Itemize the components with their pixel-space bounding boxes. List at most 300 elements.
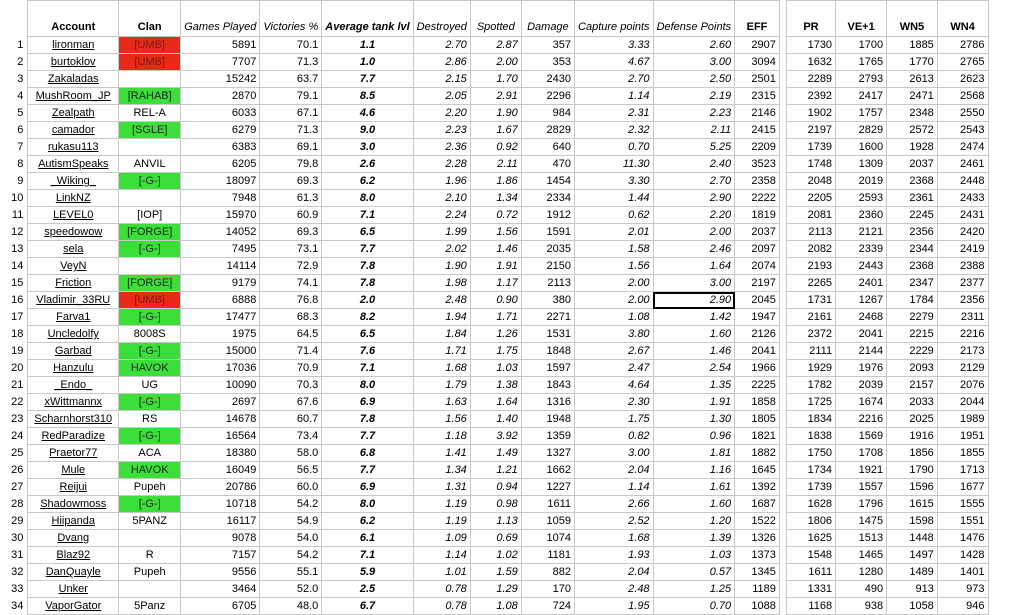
ve1-cell[interactable]: 2468 bbox=[836, 309, 887, 326]
destroyed-cell[interactable]: 1.41 bbox=[413, 445, 470, 462]
wn5-cell[interactable]: 2279 bbox=[887, 309, 938, 326]
pr-cell[interactable]: 2289 bbox=[786, 71, 835, 88]
capture-cell[interactable]: 3.33 bbox=[575, 37, 654, 54]
clan-cell[interactable]: [FORGE] bbox=[119, 224, 181, 241]
pr-cell[interactable]: 2197 bbox=[786, 122, 835, 139]
damage-cell[interactable]: 1662 bbox=[521, 462, 574, 479]
destroyed-cell[interactable]: 2.24 bbox=[413, 207, 470, 224]
wn4-cell[interactable]: 2550 bbox=[937, 105, 988, 122]
pr-cell[interactable]: 2048 bbox=[786, 173, 835, 190]
account-cell[interactable]: Praetor77 bbox=[28, 445, 119, 462]
average-tank-cell[interactable]: 7.1 bbox=[322, 360, 413, 377]
capture-cell[interactable]: 2.04 bbox=[575, 462, 654, 479]
destroyed-cell[interactable]: 0.78 bbox=[413, 598, 470, 615]
games-played-cell[interactable]: 15970 bbox=[181, 207, 260, 224]
destroyed-cell[interactable]: 1.18 bbox=[413, 428, 470, 445]
wn5-cell[interactable]: 1615 bbox=[887, 496, 938, 513]
eff-cell[interactable]: 3094 bbox=[735, 54, 780, 71]
wn4-cell[interactable]: 1401 bbox=[937, 564, 988, 581]
account-cell[interactable]: Mule bbox=[28, 462, 119, 479]
defense-cell[interactable]: 2.50 bbox=[653, 71, 735, 88]
defense-cell[interactable]: 2.19 bbox=[653, 88, 735, 105]
clan-cell[interactable]: [UMB] bbox=[119, 292, 181, 309]
wn4-cell[interactable]: 2076 bbox=[937, 377, 988, 394]
damage-cell[interactable]: 2430 bbox=[521, 71, 574, 88]
clan-cell[interactable]: [-G-] bbox=[119, 428, 181, 445]
table-row[interactable] bbox=[0, 122, 1024, 139]
games-played-cell[interactable]: 18097 bbox=[181, 173, 260, 190]
spotted-cell[interactable]: 1.40 bbox=[470, 411, 521, 428]
eff-cell[interactable]: 2074 bbox=[735, 258, 780, 275]
defense-cell[interactable]: 1.42 bbox=[653, 309, 735, 326]
wn4-cell[interactable]: 2420 bbox=[937, 224, 988, 241]
table-row[interactable] bbox=[0, 360, 1024, 377]
eff-cell[interactable]: 2415 bbox=[735, 122, 780, 139]
destroyed-cell[interactable]: 2.02 bbox=[413, 241, 470, 258]
clan-cell[interactable]: R bbox=[119, 547, 181, 564]
games-played-cell[interactable]: 14678 bbox=[181, 411, 260, 428]
ve1-cell[interactable]: 2829 bbox=[836, 122, 887, 139]
destroyed-cell[interactable]: 1.90 bbox=[413, 258, 470, 275]
account-cell[interactable]: speedowow bbox=[28, 224, 119, 241]
wn5-cell[interactable]: 1885 bbox=[887, 37, 938, 54]
capture-cell[interactable]: 0.62 bbox=[575, 207, 654, 224]
table-row[interactable] bbox=[0, 445, 1024, 462]
spotted-cell[interactable]: 0.69 bbox=[470, 530, 521, 547]
ve1-cell[interactable]: 1976 bbox=[836, 360, 887, 377]
pr-cell[interactable]: 2265 bbox=[786, 275, 835, 292]
pr-cell[interactable]: 1782 bbox=[786, 377, 835, 394]
games-played-cell[interactable]: 16117 bbox=[181, 513, 260, 530]
wn5-cell[interactable]: 2157 bbox=[887, 377, 938, 394]
spotted-cell[interactable]: 1.49 bbox=[470, 445, 521, 462]
capture-cell[interactable]: 2.32 bbox=[575, 122, 654, 139]
account-cell[interactable]: Blaz92 bbox=[28, 547, 119, 564]
capture-cell[interactable]: 3.00 bbox=[575, 445, 654, 462]
ve1-cell[interactable]: 1513 bbox=[836, 530, 887, 547]
table-row[interactable] bbox=[0, 173, 1024, 190]
damage-cell[interactable]: 2271 bbox=[521, 309, 574, 326]
account-cell[interactable]: MushRoom_JP bbox=[28, 88, 119, 105]
wn5-cell[interactable]: 2215 bbox=[887, 326, 938, 343]
table-row[interactable] bbox=[0, 190, 1024, 207]
account-cell[interactable]: Uncledolfy bbox=[28, 326, 119, 343]
wn5-cell[interactable]: 1497 bbox=[887, 547, 938, 564]
average-tank-cell[interactable]: 6.9 bbox=[322, 394, 413, 411]
destroyed-cell[interactable]: 2.23 bbox=[413, 122, 470, 139]
victories-cell[interactable]: 60.0 bbox=[260, 479, 322, 496]
wn5-cell[interactable]: 1448 bbox=[887, 530, 938, 547]
victories-cell[interactable]: 54.0 bbox=[260, 530, 322, 547]
victories-cell[interactable]: 69.1 bbox=[260, 139, 322, 156]
table-row[interactable] bbox=[0, 241, 1024, 258]
table-row[interactable] bbox=[0, 377, 1024, 394]
capture-cell[interactable]: 1.58 bbox=[575, 241, 654, 258]
spotted-cell[interactable]: 1.91 bbox=[470, 258, 521, 275]
games-played-cell[interactable]: 7948 bbox=[181, 190, 260, 207]
spotted-cell[interactable]: 1.38 bbox=[470, 377, 521, 394]
destroyed-cell[interactable]: 2.86 bbox=[413, 54, 470, 71]
pr-cell[interactable]: 1632 bbox=[786, 54, 835, 71]
wn5-cell[interactable]: 2348 bbox=[887, 105, 938, 122]
damage-cell[interactable]: 1912 bbox=[521, 207, 574, 224]
games-played-cell[interactable]: 10090 bbox=[181, 377, 260, 394]
destroyed-cell[interactable]: 2.15 bbox=[413, 71, 470, 88]
ve1-cell[interactable]: 1309 bbox=[836, 156, 887, 173]
header-account[interactable]: Account bbox=[28, 1, 119, 37]
average-tank-cell[interactable]: 7.8 bbox=[322, 275, 413, 292]
average-tank-cell[interactable]: 8.2 bbox=[322, 309, 413, 326]
games-played-cell[interactable]: 6205 bbox=[181, 156, 260, 173]
defense-cell[interactable]: 2.00 bbox=[653, 224, 735, 241]
clan-cell[interactable]: [IOP] bbox=[119, 207, 181, 224]
wn5-cell[interactable]: 1598 bbox=[887, 513, 938, 530]
spotted-cell[interactable]: 1.29 bbox=[470, 581, 521, 598]
clan-cell[interactable]: Pupeh bbox=[119, 564, 181, 581]
eff-cell[interactable]: 1858 bbox=[735, 394, 780, 411]
account-cell[interactable]: _Endo_ bbox=[28, 377, 119, 394]
wn4-cell[interactable]: 1476 bbox=[937, 530, 988, 547]
spotted-cell[interactable]: 1.67 bbox=[470, 122, 521, 139]
capture-cell[interactable]: 1.44 bbox=[575, 190, 654, 207]
header-average-tank-level[interactable]: Average tank lvl bbox=[322, 1, 413, 37]
table-row[interactable] bbox=[0, 496, 1024, 513]
damage-cell[interactable]: 1597 bbox=[521, 360, 574, 377]
spotted-cell[interactable]: 3.92 bbox=[470, 428, 521, 445]
wn5-cell[interactable]: 2471 bbox=[887, 88, 938, 105]
victories-cell[interactable]: 73.1 bbox=[260, 241, 322, 258]
destroyed-cell[interactable]: 1.34 bbox=[413, 462, 470, 479]
average-tank-cell[interactable]: 8.5 bbox=[322, 88, 413, 105]
average-tank-cell[interactable]: 2.6 bbox=[322, 156, 413, 173]
damage-cell[interactable]: 1074 bbox=[521, 530, 574, 547]
defense-cell[interactable]: 1.60 bbox=[653, 496, 735, 513]
damage-cell[interactable]: 380 bbox=[521, 292, 574, 309]
victories-cell[interactable]: 70.3 bbox=[260, 377, 322, 394]
pr-cell[interactable]: 1331 bbox=[786, 581, 835, 598]
pr-cell[interactable]: 1902 bbox=[786, 105, 835, 122]
eff-cell[interactable]: 1345 bbox=[735, 564, 780, 581]
destroyed-cell[interactable]: 1.71 bbox=[413, 343, 470, 360]
header-defense-points[interactable]: Defense Points bbox=[653, 1, 735, 37]
header-victories[interactable]: Victories % bbox=[260, 1, 322, 37]
capture-cell[interactable]: 2.04 bbox=[575, 564, 654, 581]
clan-cell[interactable]: [-G-] bbox=[119, 309, 181, 326]
wn5-cell[interactable]: 2344 bbox=[887, 241, 938, 258]
destroyed-cell[interactable]: 1.19 bbox=[413, 496, 470, 513]
spotted-cell[interactable]: 0.72 bbox=[470, 207, 521, 224]
victories-cell[interactable]: 71.3 bbox=[260, 122, 322, 139]
damage-cell[interactable]: 2829 bbox=[521, 122, 574, 139]
eff-cell[interactable]: 2315 bbox=[735, 88, 780, 105]
account-cell[interactable]: AutismSpeaks bbox=[28, 156, 119, 173]
table-row[interactable] bbox=[0, 54, 1024, 71]
account-cell[interactable]: Farva1 bbox=[28, 309, 119, 326]
account-cell[interactable]: Hiipanda bbox=[28, 513, 119, 530]
ve1-cell[interactable]: 2339 bbox=[836, 241, 887, 258]
wn4-cell[interactable]: 2044 bbox=[937, 394, 988, 411]
table-row[interactable] bbox=[0, 292, 1024, 309]
pr-cell[interactable]: 1730 bbox=[786, 37, 835, 54]
ve1-cell[interactable]: 2417 bbox=[836, 88, 887, 105]
victories-cell[interactable]: 58.0 bbox=[260, 445, 322, 462]
eff-cell[interactable]: 3523 bbox=[735, 156, 780, 173]
damage-cell[interactable]: 1316 bbox=[521, 394, 574, 411]
wn5-cell[interactable]: 2033 bbox=[887, 394, 938, 411]
eff-cell[interactable]: 2209 bbox=[735, 139, 780, 156]
average-tank-cell[interactable]: 6.8 bbox=[322, 445, 413, 462]
destroyed-cell[interactable]: 1.68 bbox=[413, 360, 470, 377]
table-row[interactable] bbox=[0, 564, 1024, 581]
victories-cell[interactable]: 68.3 bbox=[260, 309, 322, 326]
defense-cell[interactable]: 0.96 bbox=[653, 428, 735, 445]
pr-cell[interactable]: 1731 bbox=[786, 292, 835, 309]
capture-cell[interactable]: 0.70 bbox=[575, 139, 654, 156]
damage-cell[interactable]: 882 bbox=[521, 564, 574, 581]
account-cell[interactable]: Zealpath bbox=[28, 105, 119, 122]
victories-cell[interactable]: 63.7 bbox=[260, 71, 322, 88]
capture-cell[interactable]: 2.30 bbox=[575, 394, 654, 411]
eff-cell[interactable]: 2501 bbox=[735, 71, 780, 88]
capture-cell[interactable]: 1.68 bbox=[575, 530, 654, 547]
average-tank-cell[interactable]: 7.8 bbox=[322, 411, 413, 428]
account-cell[interactable]: burtoklov bbox=[28, 54, 119, 71]
capture-cell[interactable]: 1.56 bbox=[575, 258, 654, 275]
victories-cell[interactable]: 61.3 bbox=[260, 190, 322, 207]
defense-cell[interactable]: 2.54 bbox=[653, 360, 735, 377]
wn5-cell[interactable]: 913 bbox=[887, 581, 938, 598]
account-cell[interactable]: VaporGator bbox=[28, 598, 119, 615]
victories-cell[interactable]: 71.3 bbox=[260, 54, 322, 71]
damage-cell[interactable]: 1611 bbox=[521, 496, 574, 513]
average-tank-cell[interactable]: 7.8 bbox=[322, 258, 413, 275]
header-games-played[interactable]: Games Played bbox=[181, 1, 260, 37]
capture-cell[interactable]: 2.52 bbox=[575, 513, 654, 530]
spotted-cell[interactable]: 1.13 bbox=[470, 513, 521, 530]
capture-cell[interactable]: 1.08 bbox=[575, 309, 654, 326]
destroyed-cell[interactable]: 1.19 bbox=[413, 513, 470, 530]
wn5-cell[interactable]: 1928 bbox=[887, 139, 938, 156]
defense-cell[interactable]: 1.03 bbox=[653, 547, 735, 564]
table-row[interactable] bbox=[0, 343, 1024, 360]
spotted-cell[interactable]: 2.91 bbox=[470, 88, 521, 105]
table-row[interactable] bbox=[0, 411, 1024, 428]
defense-cell[interactable]: 1.20 bbox=[653, 513, 735, 530]
pr-cell[interactable]: 2082 bbox=[786, 241, 835, 258]
ve1-cell[interactable]: 2360 bbox=[836, 207, 887, 224]
games-played-cell[interactable]: 3464 bbox=[181, 581, 260, 598]
eff-cell[interactable]: 1326 bbox=[735, 530, 780, 547]
average-tank-cell[interactable]: 1.0 bbox=[322, 54, 413, 71]
defense-cell[interactable]: 3.00 bbox=[653, 275, 735, 292]
clan-cell[interactable]: [FORGE] bbox=[119, 275, 181, 292]
games-played-cell[interactable]: 7495 bbox=[181, 241, 260, 258]
wn4-cell[interactable]: 1951 bbox=[937, 428, 988, 445]
games-played-cell[interactable]: 14052 bbox=[181, 224, 260, 241]
account-cell[interactable]: LinkNZ bbox=[28, 190, 119, 207]
wn4-cell[interactable]: 2623 bbox=[937, 71, 988, 88]
destroyed-cell[interactable]: 1.31 bbox=[413, 479, 470, 496]
account-cell[interactable]: Shadowmoss bbox=[28, 496, 119, 513]
damage-cell[interactable]: 1327 bbox=[521, 445, 574, 462]
eff-cell[interactable]: 1645 bbox=[735, 462, 780, 479]
spotted-cell[interactable]: 0.94 bbox=[470, 479, 521, 496]
spotted-cell[interactable]: 1.71 bbox=[470, 309, 521, 326]
destroyed-cell[interactable]: 2.10 bbox=[413, 190, 470, 207]
victories-cell[interactable]: 69.3 bbox=[260, 173, 322, 190]
destroyed-cell[interactable]: 1.94 bbox=[413, 309, 470, 326]
average-tank-cell[interactable]: 6.2 bbox=[322, 513, 413, 530]
victories-cell[interactable]: 74.1 bbox=[260, 275, 322, 292]
spotted-cell[interactable]: 1.64 bbox=[470, 394, 521, 411]
clan-cell[interactable]: HAVOK bbox=[119, 360, 181, 377]
average-tank-cell[interactable]: 7.1 bbox=[322, 547, 413, 564]
account-cell[interactable]: VeyN bbox=[28, 258, 119, 275]
destroyed-cell[interactable]: 1.84 bbox=[413, 326, 470, 343]
damage-cell[interactable]: 2296 bbox=[521, 88, 574, 105]
account-cell[interactable]: Scharnhorst310 bbox=[28, 411, 119, 428]
average-tank-cell[interactable]: 5.9 bbox=[322, 564, 413, 581]
wn4-cell[interactable]: 1428 bbox=[937, 547, 988, 564]
games-played-cell[interactable]: 6888 bbox=[181, 292, 260, 309]
account-cell[interactable]: DanQuayle bbox=[28, 564, 119, 581]
wn4-cell[interactable]: 946 bbox=[937, 598, 988, 615]
games-played-cell[interactable]: 14114 bbox=[181, 258, 260, 275]
destroyed-cell[interactable]: 1.79 bbox=[413, 377, 470, 394]
ve1-cell[interactable]: 2793 bbox=[836, 71, 887, 88]
damage-cell[interactable]: 1591 bbox=[521, 224, 574, 241]
wn4-cell[interactable]: 2173 bbox=[937, 343, 988, 360]
header-eff[interactable]: EFF bbox=[735, 1, 780, 37]
clan-cell[interactable]: ACA bbox=[119, 445, 181, 462]
defense-cell[interactable]: 1.16 bbox=[653, 462, 735, 479]
average-tank-cell[interactable]: 4.6 bbox=[322, 105, 413, 122]
victories-cell[interactable]: 56.5 bbox=[260, 462, 322, 479]
average-tank-cell[interactable]: 6.1 bbox=[322, 530, 413, 547]
wn4-cell[interactable]: 2474 bbox=[937, 139, 988, 156]
ve1-cell[interactable]: 1921 bbox=[836, 462, 887, 479]
destroyed-cell[interactable]: 1.99 bbox=[413, 224, 470, 241]
games-played-cell[interactable]: 6705 bbox=[181, 598, 260, 615]
table-row[interactable] bbox=[0, 462, 1024, 479]
spotted-cell[interactable]: 2.11 bbox=[470, 156, 521, 173]
capture-cell[interactable]: 4.67 bbox=[575, 54, 654, 71]
wn5-cell[interactable]: 2347 bbox=[887, 275, 938, 292]
damage-cell[interactable]: 2334 bbox=[521, 190, 574, 207]
ve1-cell[interactable]: 1569 bbox=[836, 428, 887, 445]
damage-cell[interactable]: 1181 bbox=[521, 547, 574, 564]
account-cell[interactable]: Garbad bbox=[28, 343, 119, 360]
spotted-cell[interactable]: 2.00 bbox=[470, 54, 521, 71]
victories-cell[interactable]: 71.4 bbox=[260, 343, 322, 360]
capture-cell[interactable]: 2.66 bbox=[575, 496, 654, 513]
damage-cell[interactable]: 1227 bbox=[521, 479, 574, 496]
games-played-cell[interactable]: 17036 bbox=[181, 360, 260, 377]
damage-cell[interactable]: 2035 bbox=[521, 241, 574, 258]
pr-cell[interactable]: 2205 bbox=[786, 190, 835, 207]
header-pr[interactable]: PR bbox=[786, 1, 835, 37]
ve1-cell[interactable]: 1475 bbox=[836, 513, 887, 530]
defense-cell[interactable]: 1.64 bbox=[653, 258, 735, 275]
pr-cell[interactable]: 2392 bbox=[786, 88, 835, 105]
ve1-cell[interactable]: 1557 bbox=[836, 479, 887, 496]
games-played-cell[interactable]: 6383 bbox=[181, 139, 260, 156]
capture-cell[interactable]: 4.64 bbox=[575, 377, 654, 394]
pr-cell[interactable]: 1748 bbox=[786, 156, 835, 173]
ve1-cell[interactable]: 1700 bbox=[836, 37, 887, 54]
clan-cell[interactable] bbox=[119, 71, 181, 88]
average-tank-cell[interactable]: 8.0 bbox=[322, 190, 413, 207]
defense-cell[interactable]: 1.39 bbox=[653, 530, 735, 547]
spotted-cell[interactable]: 1.86 bbox=[470, 173, 521, 190]
eff-cell[interactable]: 2222 bbox=[735, 190, 780, 207]
clan-cell[interactable]: UG bbox=[119, 377, 181, 394]
destroyed-cell[interactable]: 1.63 bbox=[413, 394, 470, 411]
damage-cell[interactable]: 1059 bbox=[521, 513, 574, 530]
destroyed-cell[interactable]: 2.48 bbox=[413, 292, 470, 309]
victories-cell[interactable]: 72.9 bbox=[260, 258, 322, 275]
wn5-cell[interactable]: 1856 bbox=[887, 445, 938, 462]
ve1-cell[interactable]: 1765 bbox=[836, 54, 887, 71]
spotted-cell[interactable]: 1.56 bbox=[470, 224, 521, 241]
eff-cell[interactable]: 1947 bbox=[735, 309, 780, 326]
header-capture-points[interactable]: Capture points bbox=[575, 1, 654, 37]
ve1-cell[interactable]: 2039 bbox=[836, 377, 887, 394]
table-row[interactable] bbox=[0, 547, 1024, 564]
average-tank-cell[interactable]: 6.5 bbox=[322, 224, 413, 241]
pr-cell[interactable]: 1625 bbox=[786, 530, 835, 547]
destroyed-cell[interactable]: 1.98 bbox=[413, 275, 470, 292]
defense-cell[interactable]: 3.00 bbox=[653, 54, 735, 71]
defense-cell[interactable]: 2.60 bbox=[653, 37, 735, 54]
damage-cell[interactable]: 640 bbox=[521, 139, 574, 156]
capture-cell[interactable]: 0.82 bbox=[575, 428, 654, 445]
victories-cell[interactable]: 79.1 bbox=[260, 88, 322, 105]
account-cell[interactable]: Hanzulu bbox=[28, 360, 119, 377]
wn4-cell[interactable]: 2543 bbox=[937, 122, 988, 139]
wn4-cell[interactable]: 2786 bbox=[937, 37, 988, 54]
games-played-cell[interactable]: 7157 bbox=[181, 547, 260, 564]
games-played-cell[interactable]: 15242 bbox=[181, 71, 260, 88]
capture-cell[interactable]: 2.00 bbox=[575, 275, 654, 292]
eff-cell[interactable]: 2146 bbox=[735, 105, 780, 122]
capture-cell[interactable]: 1.93 bbox=[575, 547, 654, 564]
clan-cell[interactable]: [-G-] bbox=[119, 394, 181, 411]
header-clan[interactable]: Clan bbox=[119, 1, 181, 37]
games-played-cell[interactable]: 17477 bbox=[181, 309, 260, 326]
damage-cell[interactable]: 1531 bbox=[521, 326, 574, 343]
defense-cell[interactable]: 5.25 bbox=[653, 139, 735, 156]
account-cell[interactable]: sela bbox=[28, 241, 119, 258]
spotted-cell[interactable]: 1.59 bbox=[470, 564, 521, 581]
games-played-cell[interactable]: 15000 bbox=[181, 343, 260, 360]
pr-cell[interactable]: 1834 bbox=[786, 411, 835, 428]
defense-cell[interactable]: 1.25 bbox=[653, 581, 735, 598]
pr-cell[interactable]: 1725 bbox=[786, 394, 835, 411]
wn5-cell[interactable]: 2361 bbox=[887, 190, 938, 207]
wn5-cell[interactable]: 2368 bbox=[887, 173, 938, 190]
clan-cell[interactable] bbox=[119, 139, 181, 156]
average-tank-cell[interactable]: 6.9 bbox=[322, 479, 413, 496]
wn5-cell[interactable]: 2229 bbox=[887, 343, 938, 360]
table-row[interactable] bbox=[0, 207, 1024, 224]
table-row[interactable] bbox=[0, 71, 1024, 88]
account-cell[interactable]: xWittmannx bbox=[28, 394, 119, 411]
table-row[interactable] bbox=[0, 326, 1024, 343]
wn5-cell[interactable]: 1596 bbox=[887, 479, 938, 496]
header-ve1[interactable]: VE+1 bbox=[836, 1, 887, 37]
average-tank-cell[interactable]: 2.0 bbox=[322, 292, 413, 309]
